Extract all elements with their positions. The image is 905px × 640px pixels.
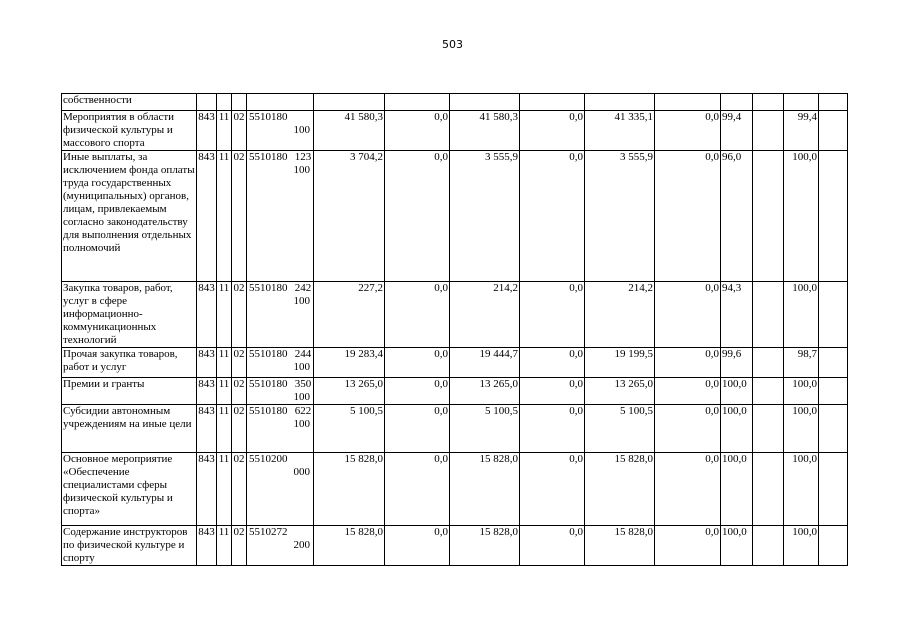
target-article-cell — [247, 151, 314, 282]
blank-cell — [753, 94, 784, 111]
blank-cell — [753, 378, 784, 405]
target-article-cell — [247, 94, 314, 111]
table-row — [62, 526, 848, 566]
expense-type-code: 123 — [294, 151, 312, 163]
value-cell-1: 227,2 — [314, 282, 385, 348]
grbs-code-cell: 843 — [197, 348, 217, 378]
value-cell-3: 41 580,3 — [450, 111, 520, 151]
target-article-part2: 000 — [293, 466, 310, 478]
value-cell-6: 0,0 — [655, 348, 721, 378]
blank-cell — [819, 282, 848, 348]
value-cell-5: 19 199,5 — [585, 348, 655, 378]
value-cell-1: 13 265,0 — [314, 378, 385, 405]
value-cell-1: 19 283,4 — [314, 348, 385, 378]
value-cell-3: 214,2 — [450, 282, 520, 348]
section-code-cell: 11 — [217, 453, 232, 526]
section-code-cell: 11 — [217, 111, 232, 151]
target-article-part2: 100 — [293, 361, 310, 373]
blank-cell — [753, 282, 784, 348]
blank-cell — [819, 453, 848, 526]
target-article-part2: 200 — [293, 539, 310, 551]
value-cell-3: 15 828,0 — [450, 453, 520, 526]
value-cell-2: 0,0 — [385, 405, 450, 453]
target-article-part1: 5510180 — [249, 378, 288, 390]
section-code-cell — [217, 94, 232, 111]
subsection-code-cell: 02 — [232, 378, 247, 405]
value-cell-2: 0,0 — [385, 453, 450, 526]
value-cell-4: 0,0 — [520, 378, 585, 405]
percent-cell-2 — [784, 94, 819, 111]
table-row — [62, 111, 848, 151]
value-cell-5: 15 828,0 — [585, 453, 655, 526]
value-cell-6 — [655, 94, 721, 111]
target-article-part2: 100 — [293, 124, 310, 136]
target-article-cell — [247, 348, 314, 378]
value-cell-1 — [314, 94, 385, 111]
value-cell-4: 0,0 — [520, 526, 585, 566]
row-name-cell: собственности — [62, 94, 197, 111]
section-code-cell: 11 — [217, 282, 232, 348]
section-code-cell: 11 — [217, 405, 232, 453]
subsection-code-cell: 02 — [232, 111, 247, 151]
section-code-cell: 11 — [217, 151, 232, 282]
value-cell-6: 0,0 — [655, 111, 721, 151]
table-row — [62, 378, 848, 405]
value-cell-2: 0,0 — [385, 111, 450, 151]
grbs-code-cell: 843 — [197, 111, 217, 151]
table-row — [62, 151, 848, 282]
expense-type-code: 622 — [294, 405, 312, 417]
row-name-cell: Субсидии автономным учреждениям на иные цели — [62, 405, 197, 453]
target-article-part2: 100 — [293, 164, 310, 176]
grbs-code-cell — [197, 94, 217, 111]
value-cell-2: 0,0 — [385, 526, 450, 566]
target-article-cell — [247, 378, 314, 405]
grbs-code-cell: 843 — [197, 526, 217, 566]
value-cell-4: 0,0 — [520, 453, 585, 526]
value-cell-5: 5 100,5 — [585, 405, 655, 453]
value-cell-5: 3 555,9 — [585, 151, 655, 282]
subsection-code-cell: 02 — [232, 348, 247, 378]
table-row — [62, 405, 848, 453]
value-cell-1: 41 580,3 — [314, 111, 385, 151]
percent-cell-2: 100,0 — [784, 526, 819, 566]
table-body — [62, 94, 848, 566]
target-article-part2: 100 — [293, 295, 310, 307]
blank-cell — [819, 405, 848, 453]
page-number: 503 — [442, 38, 463, 51]
target-article-part1: 5510180 — [249, 348, 288, 360]
expense-type-code: 350 — [294, 378, 312, 390]
value-cell-6: 0,0 — [655, 453, 721, 526]
blank-cell — [753, 111, 784, 151]
target-article-part2: 100 — [293, 418, 310, 430]
target-article-part1: 5510272 — [249, 526, 288, 538]
section-code-cell: 11 — [217, 348, 232, 378]
budget-table — [61, 93, 848, 566]
blank-cell — [819, 94, 848, 111]
blank-cell — [819, 111, 848, 151]
target-article-cell — [247, 282, 314, 348]
table-row — [62, 348, 848, 378]
target-article-part1: 5510180 — [249, 111, 288, 123]
value-cell-2: 0,0 — [385, 151, 450, 282]
percent-cell-2: 100,0 — [784, 378, 819, 405]
value-cell-3: 13 265,0 — [450, 378, 520, 405]
subsection-code-cell: 02 — [232, 282, 247, 348]
value-cell-6: 0,0 — [655, 526, 721, 566]
value-cell-3 — [450, 94, 520, 111]
value-cell-5: 15 828,0 — [585, 526, 655, 566]
row-name-cell: Основное мероприятие «Обеспечение специалистами сферы физической культуры и спорта» — [62, 453, 197, 526]
percent-cell-1: 99,6 — [721, 348, 753, 378]
value-cell-3: 19 444,7 — [450, 348, 520, 378]
expense-type-code: 242 — [294, 282, 312, 294]
value-cell-2: 0,0 — [385, 348, 450, 378]
value-cell-4: 0,0 — [520, 151, 585, 282]
table-row — [62, 94, 848, 111]
grbs-code-cell: 843 — [197, 151, 217, 282]
value-cell-4: 0,0 — [520, 111, 585, 151]
value-cell-5: 41 335,1 — [585, 111, 655, 151]
blank-cell — [753, 405, 784, 453]
subsection-code-cell: 02 — [232, 453, 247, 526]
blank-cell — [753, 453, 784, 526]
percent-cell-1: 99,4 — [721, 111, 753, 151]
value-cell-1: 5 100,5 — [314, 405, 385, 453]
percent-cell-1: 100,0 — [721, 526, 753, 566]
value-cell-1: 15 828,0 — [314, 453, 385, 526]
percent-cell-1: 100,0 — [721, 378, 753, 405]
percent-cell-2: 100,0 — [784, 453, 819, 526]
value-cell-6: 0,0 — [655, 405, 721, 453]
value-cell-5 — [585, 94, 655, 111]
blank-cell — [753, 526, 784, 566]
grbs-code-cell: 843 — [197, 378, 217, 405]
row-name-cell: Мероприятия в области физической культуры и массового спорта — [62, 111, 197, 151]
target-article-part1: 5510180 — [249, 282, 288, 294]
value-cell-2: 0,0 — [385, 378, 450, 405]
section-code-cell: 11 — [217, 526, 232, 566]
target-article-cell — [247, 405, 314, 453]
value-cell-4: 0,0 — [520, 348, 585, 378]
value-cell-4: 0,0 — [520, 282, 585, 348]
row-name-cell: Содержание инструкторов по физической культуре и спорту — [62, 526, 197, 566]
percent-cell-2: 99,4 — [784, 111, 819, 151]
value-cell-5: 13 265,0 — [585, 378, 655, 405]
blank-cell — [753, 151, 784, 282]
row-name-cell: Прочая закупка товаров, работ и услуг — [62, 348, 197, 378]
target-article-cell — [247, 453, 314, 526]
value-cell-3: 5 100,5 — [450, 405, 520, 453]
value-cell-4: 0,0 — [520, 405, 585, 453]
value-cell-6: 0,0 — [655, 151, 721, 282]
target-article-cell — [247, 111, 314, 151]
value-cell-2: 0,0 — [385, 282, 450, 348]
row-name-cell: Премии и гранты — [62, 378, 197, 405]
subsection-code-cell: 02 — [232, 151, 247, 282]
section-code-cell: 11 — [217, 378, 232, 405]
grbs-code-cell: 843 — [197, 282, 217, 348]
target-article-part2: 100 — [293, 391, 310, 403]
target-article-part1: 5510180 — [249, 151, 288, 163]
percent-cell-1: 100,0 — [721, 405, 753, 453]
subsection-code-cell: 02 — [232, 526, 247, 566]
target-article-part1: 5510180 — [249, 405, 288, 417]
value-cell-3: 15 828,0 — [450, 526, 520, 566]
blank-cell — [819, 378, 848, 405]
value-cell-6: 0,0 — [655, 378, 721, 405]
row-name-cell: Закупка товаров, работ, услуг в сфере информационно-коммуникационных технологий — [62, 282, 197, 348]
percent-cell-1: 94,3 — [721, 282, 753, 348]
percent-cell-2: 100,0 — [784, 405, 819, 453]
target-article-part1: 5510200 — [249, 453, 288, 465]
value-cell-3: 3 555,9 — [450, 151, 520, 282]
blank-cell — [753, 348, 784, 378]
table-row — [62, 453, 848, 526]
percent-cell-1 — [721, 94, 753, 111]
percent-cell-2: 98,7 — [784, 348, 819, 378]
expense-type-code: 244 — [294, 348, 312, 360]
value-cell-1: 15 828,0 — [314, 526, 385, 566]
percent-cell-1: 100,0 — [721, 453, 753, 526]
value-cell-4 — [520, 94, 585, 111]
row-name-cell: Иные выплаты, за исключением фонда оплаты труда государственных (муниципальных) органов, лицам, привлекаемым согласно законодательству для выполнения отдельных полномочий — [62, 151, 197, 282]
percent-cell-2: 100,0 — [784, 282, 819, 348]
percent-cell-1: 96,0 — [721, 151, 753, 282]
table-row — [62, 282, 848, 348]
value-cell-1: 3 704,2 — [314, 151, 385, 282]
subsection-code-cell — [232, 94, 247, 111]
value-cell-6: 0,0 — [655, 282, 721, 348]
grbs-code-cell: 843 — [197, 453, 217, 526]
value-cell-5: 214,2 — [585, 282, 655, 348]
percent-cell-2: 100,0 — [784, 151, 819, 282]
subsection-code-cell: 02 — [232, 405, 247, 453]
value-cell-2 — [385, 94, 450, 111]
blank-cell — [819, 151, 848, 282]
blank-cell — [819, 348, 848, 378]
target-article-cell — [247, 526, 314, 566]
grbs-code-cell: 843 — [197, 405, 217, 453]
blank-cell — [819, 526, 848, 566]
